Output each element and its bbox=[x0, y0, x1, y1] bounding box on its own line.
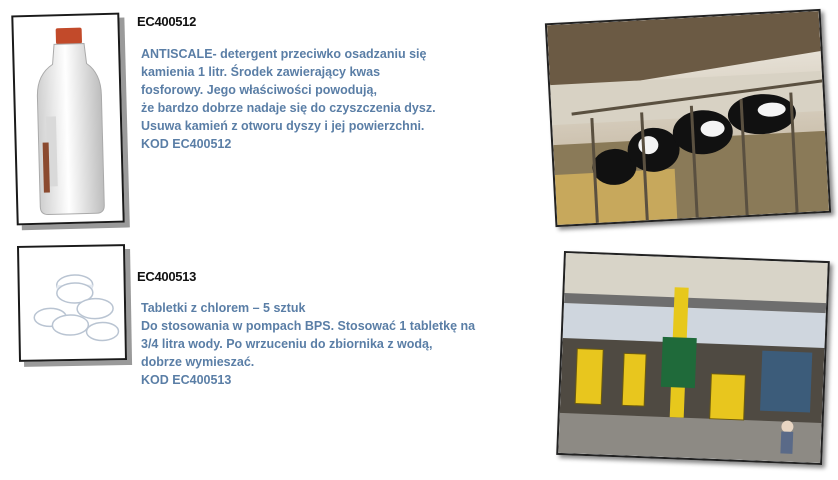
description-line: Usuwa kamień z otworu dyszy i jej powierzchni. bbox=[141, 119, 425, 133]
product-code-2: EC400513 bbox=[137, 269, 197, 284]
product-description-2 bbox=[141, 299, 475, 389]
product-description-1 bbox=[141, 45, 436, 153]
tablets-image bbox=[19, 246, 125, 360]
product-code-1: EC400512 bbox=[137, 14, 197, 29]
product-image-frame-1 bbox=[11, 13, 124, 226]
description-line: Do stosowania w pompach BPS. Stosować 1 tabletkę na bbox=[141, 319, 476, 333]
bottle-image bbox=[13, 15, 122, 224]
description-line: 3/4 litra wody. Po wrzuceniu do zbiornika z wodą, bbox=[141, 337, 433, 351]
description-line: KOD EC400512 bbox=[141, 137, 232, 151]
description-line: dobrze wymieszać. bbox=[141, 355, 255, 369]
description-line: Tabletki z chlorem – 5 sztuk bbox=[141, 301, 306, 315]
cows-barn-photo bbox=[545, 9, 831, 227]
description-line: kamienia 1 litr. Środek zawierający kwas bbox=[141, 65, 381, 79]
description-line: że bardzo dobrze nadaje się do czyszczenia dysz. bbox=[141, 101, 436, 115]
product-image-frame-2 bbox=[17, 244, 127, 362]
gas-station-photo bbox=[556, 251, 830, 465]
description-line: ANTISCALE- detergent przeciwko osadzaniu się bbox=[141, 47, 427, 61]
description-line: KOD EC400513 bbox=[141, 373, 232, 387]
description-line: fosforowy. Jego właściwości powodują, bbox=[141, 83, 377, 97]
